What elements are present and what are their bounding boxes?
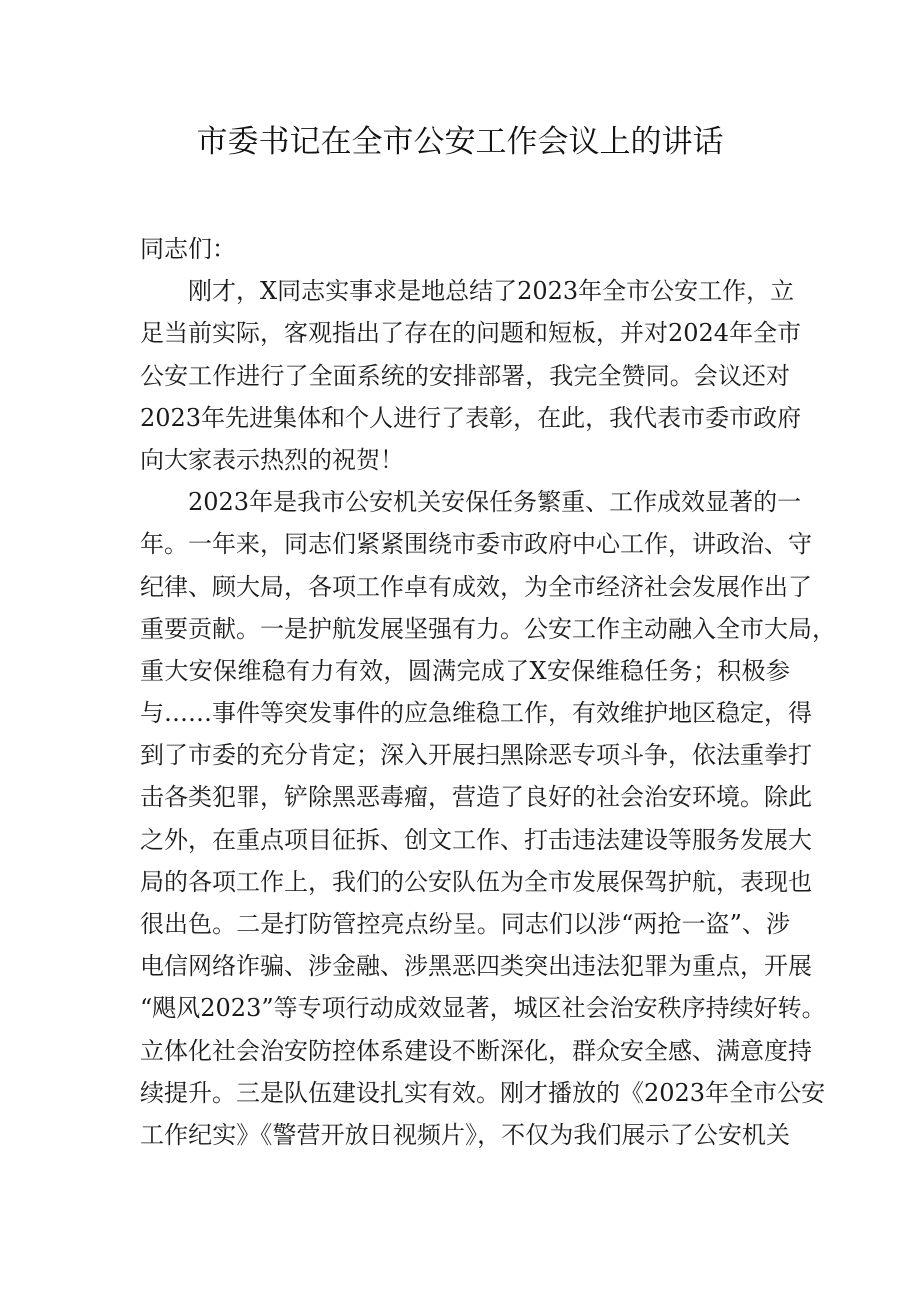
paragraph-2-line: 电信网络诈骗、涉金融、涉黑恶四类突出违法犯罪为重点，开展 [140,952,812,981]
paragraph-2-line: 纪律、顾大局，各项工作卓有成效，为全市经济社会发展作出了 [140,572,812,601]
paragraph-2-line: “飓风2023”等专项行动成效显著，城区社会治安秩序持续好转。 [140,994,826,1023]
paragraph-2-line: 很出色。二是打防管控亮点纷呈。同志们以涉“两抢一盗”、涉 [140,910,790,938]
paragraph-2-line: 重大安保维稳有力有效，圆满完成了X安保维稳任务；积极参 [140,656,790,685]
document-body [140,228,836,1156]
paragraph-2-line: 续提升。三是队伍建设扎实有效。刚才播放的《2023年全市公安 [140,1078,826,1107]
paragraph-1-line: 向大家表示热烈的祝贺！ [140,445,404,474]
paragraph-2-line: 与……事件等突发事件的应急维稳工作，有效维护地区稳定，得 [140,699,812,728]
paragraph-2-line: 工作纪实》《警营开放日视频片》，不仅为我们展示了公安机关 [140,1120,790,1149]
document-title: 市委书记在全市公安工作会议上的讲话 [196,124,724,160]
paragraph-2-line: 到了市委的充分肯定；深入开展扫黑除恶专项斗争，依法重拳打 [140,741,812,770]
paragraph-2-line: 年。一年来，同志们紧紧围绕市委市政府中心工作，讲政治、守 [140,530,812,559]
paragraph-2-line: 之外，在重点项目征拆、创文工作、打击违法建设等服务发展大 [140,825,812,854]
paragraph-1-line: 公安工作进行了全面系统的安排部署，我完全赞同。会议还对 [140,361,790,390]
paragraph-2-line: 局的各项工作上，我们的公安队伍为全市发展保驾护航，表现也 [140,867,812,896]
paragraph-1-line: 刚才，X同志实事求是地总结了2023年全市公安工作，立 [188,277,795,306]
paragraph-2-line: 重要贡献。一是护航发展坚强有力。公安工作主动融入全市大局， [140,614,836,643]
paragraph-2-line: 立体化社会治安防控体系建设不断深化，群众安全感、满意度持 [140,1036,812,1065]
paragraph-1-line: 足当前实际，客观指出了存在的问题和短板，并对2024年全市 [140,319,802,348]
paragraph-1-line: 2023年先进集体和个人进行了表彰，在此，我代表市委市政府 [140,403,802,432]
paragraph-2-line: 2023年是我市公安机关安保任务繁重、工作成效显著的一 [188,488,802,517]
salutation-line: 同志们： [140,235,236,263]
paragraph-2-line: 击各类犯罪，铲除黑恶毒瘤，营造了良好的社会治安环境。除此 [140,783,812,812]
